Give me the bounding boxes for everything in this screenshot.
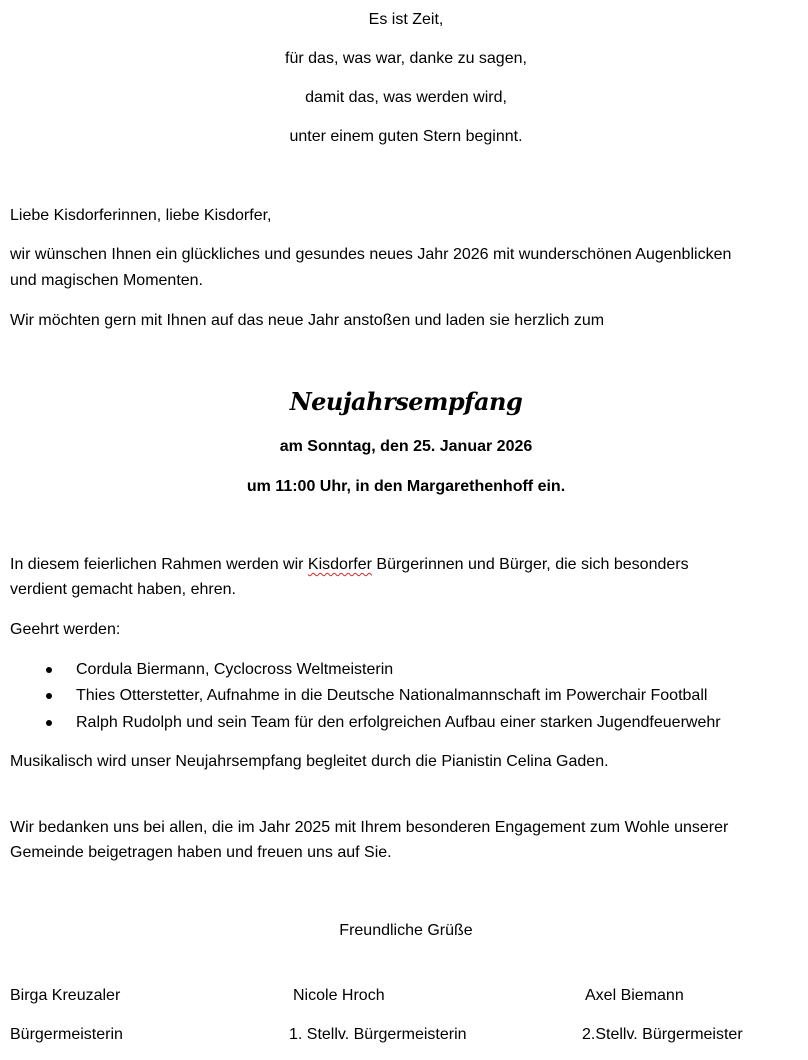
salutation: Liebe Kisdorferinnen, liebe Kisdorfer, <box>10 207 272 224</box>
poem-line-3: damit das, was werden wird, <box>305 89 507 106</box>
bullet-icon <box>46 693 52 699</box>
honorees-heading: Geehrt werden: <box>10 621 121 638</box>
bullet-icon <box>46 720 52 726</box>
poem-line-1: Es ist Zeit, <box>368 11 444 28</box>
wishes-line-2: und magischen Momenten. <box>10 272 203 289</box>
event-date: am Sonntag, den 25. Januar 2026 <box>279 438 533 455</box>
honor-intro-part-2: Bürgerinnen und Bürger, die sich besonders <box>371 556 689 573</box>
signatory-name: Nicole Hroch <box>293 987 385 1004</box>
invitation-text: Wir möchten gern mit Ihnen auf das neue Jahr anstoßen und laden sie herzlich zum <box>10 312 605 329</box>
music-text: Musikalisch wird unser Neujahrsempfang begleitet durch die Pianistin Celina Gaden. <box>10 753 609 770</box>
event-title: Neujahrsempfang <box>289 387 523 416</box>
honor-intro-line-1 <box>10 555 689 575</box>
signatory-role: 2.Stellv. Bürgermeister <box>582 1026 743 1043</box>
signatory-name: Axel Biemann <box>585 987 684 1004</box>
list-item-text: Cordula Biermann, Cyclocross Weltmeisterin <box>76 661 394 678</box>
closing-greeting: Freundliche Grüße <box>339 922 473 939</box>
wishes-line-1: wir wünschen Ihnen ein glückliches und gesundes neues Jahr 2026 mit wunderschönen Augenblicken <box>10 246 732 263</box>
list-item-text: Ralph Rudolph und sein Team für den erfolgreichen Aufbau einer starken Jugendfeuerwehr <box>76 714 721 731</box>
list-item-text: Thies Otterstetter, Aufnahme in die Deutsche Nationalmannschaft im Powerchair Football <box>76 687 708 704</box>
thanks-line-1: Wir bedanken uns bei allen, die im Jahr 2025 mit Ihrem besonderen Engagement zum Wohle unserer <box>10 819 729 836</box>
bullet-icon <box>46 667 52 673</box>
signatory-role: 1. Stellv. Bürgermeisterin <box>289 1026 467 1043</box>
honor-intro-line-2: verdient gemacht haben, ehren. <box>10 581 236 598</box>
poem-line-4: unter einem guten Stern beginnt. <box>289 128 523 145</box>
signatory-name: Birga Kreuzaler <box>10 987 121 1004</box>
spellcheck-underlined-word[interactable]: Kisdorfer <box>307 556 372 573</box>
signatory-role: Bürgermeisterin <box>10 1026 123 1043</box>
honor-intro-part-1: In diesem feierlichen Rahmen werden wir <box>10 556 308 573</box>
poem-line-2: für das, was war, danke zu sagen, <box>285 50 527 67</box>
event-time-place: um 11:00 Uhr, in den Margarethenhoff ein. <box>246 478 566 495</box>
thanks-line-2: Gemeinde beigetragen haben und freuen uns auf Sie. <box>10 844 392 861</box>
